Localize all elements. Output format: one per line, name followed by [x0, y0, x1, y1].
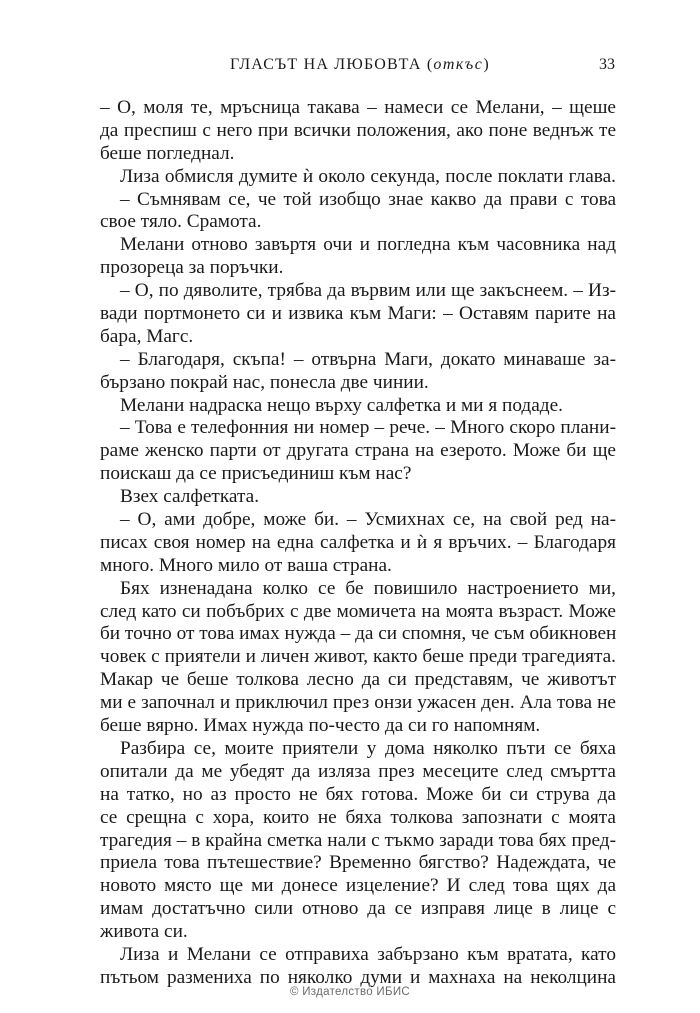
text-line: Разбира се, моите приятели у дома няколко пъти се бяха [120, 737, 616, 759]
text-line: писах своя номер на една салфетка и ѝ я връчих. – Благодаря [100, 531, 616, 553]
text-line: човек с приятели и личен живот, както беше преди трагедията. [100, 646, 616, 668]
text-line: – Това е телефонния ни номер – рече. – Много скоро плани- [120, 417, 616, 439]
text-line: новото място ще ми донесе изцеление? И след това щях да [100, 875, 616, 897]
text-line: много. Много мило от ваша страна. [100, 554, 392, 576]
text-line: прозореца за поръчки. [100, 257, 284, 279]
text-line: – О, моля те, мръсница такава – намеси се Мелани, – щеше [100, 97, 616, 118]
publisher-copyright: © Издателство ИБИС [289, 986, 411, 998]
text-line: Взех салфетката. [120, 486, 260, 508]
running-title-main: ГЛАСЪТ НА ЛЮБОВТА ( [230, 56, 434, 73]
text-line: трагедия – в крайна сметка нали с тъкмо заради това бях пред- [100, 829, 616, 851]
running-title-close: ) [483, 56, 490, 73]
text-line: имам достатъчно сили отново да се изправя лице в лице с [100, 898, 616, 920]
text-line: се срещна с хора, които не бяха толкова запознати с моята [100, 806, 616, 828]
text-line: живота си. [100, 921, 188, 943]
text-line: – О, по дяволите, трябва да вървим или ще закъснеем. – Из- [120, 280, 616, 302]
text-line: приела това пътешествие? Временно бягство? Надеждата, че [100, 852, 616, 874]
text-line: Бях изненадана колко се бе повишило настроението ми, [120, 577, 616, 599]
text-line: Лиза и Мелани се отправиха забързано към вратата, като [120, 943, 616, 965]
text-line: да преспиш с него при всички положения, ако поне веднъж те [100, 119, 616, 141]
body-text [100, 97, 616, 990]
text-line: поискаш да се присъединиш към нас? [100, 463, 412, 485]
text-line: бара, Магс. [100, 325, 194, 347]
text-line: – Благодаря, скъпа! – отвърна Маги, докато минаваше за- [120, 348, 616, 370]
text-line: пътьом размениха по няколко думи и махнаха на неколцина [100, 966, 616, 988]
text-line: Мелани надраска нещо върху салфетка и ми я подаде. [120, 394, 563, 416]
text-line: би точно от това имах нужда – да си спомня, че съм обикновен [100, 623, 617, 645]
text-line: след като си побъбрих с две момичета на моята възраст. Може [100, 600, 616, 622]
text-line: Лиза обмисля думите ѝ около секунда, после поклати глава. [120, 165, 616, 187]
text-line: вади портмонето си и извика към Маги: – Оставям парите на [100, 303, 616, 325]
running-head [230, 56, 615, 78]
page-number: 33 [599, 56, 615, 73]
running-title-subtitle: откъс [433, 56, 484, 73]
text-line: – О, ами добре, може би. – Усмихнах се, на свой ред на- [120, 509, 616, 531]
text-line: Макар че беше толкова лесно да си представям, че животът [100, 669, 616, 691]
text-line: опитали да ме убедят да изляза през месеците след смъртта [100, 760, 616, 782]
text-line: свое тяло. Срамота. [100, 211, 262, 233]
text-line: бързано покрай нас, понесла две чинии. [100, 371, 429, 393]
text-line: на татко, но аз просто не бях готова. Може би си струва да [100, 783, 616, 805]
text-line: ми е започнал и приключил през онзи ужасен ден. Ала това не [100, 692, 616, 714]
text-line: беше вярно. Имах нужда по-често да си го напомням. [100, 715, 541, 737]
text-line: – Съмнявам се, че той изобщо знае какво да прави с това [120, 188, 616, 210]
running-title [230, 56, 490, 74]
text-line: раме женско парти от другата страна на езерото. Може би ще [100, 440, 616, 462]
text-line: беше погледнал. [100, 142, 235, 164]
text-line: Мелани отново завъртя очи и погледна към часовника над [120, 234, 616, 256]
